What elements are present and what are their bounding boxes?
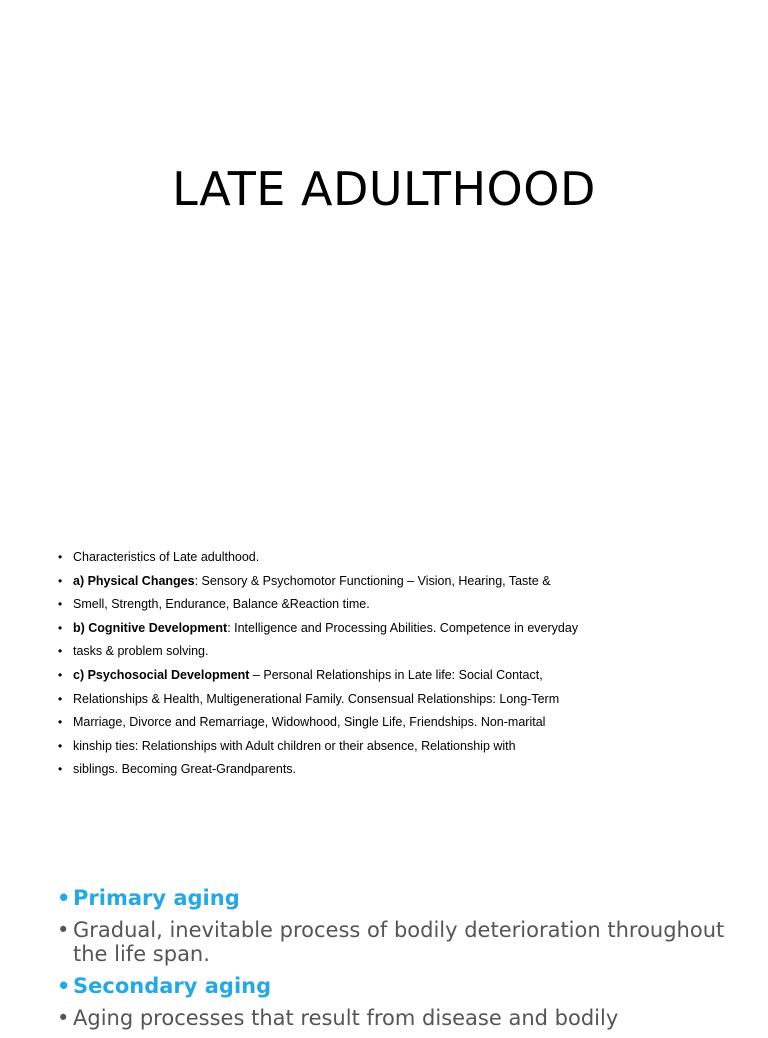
list-item <box>58 735 678 759</box>
primary-aging-heading: • Primary aging <box>57 886 757 910</box>
list-item <box>58 570 678 594</box>
item-text: Marriage, Divorce and Remarriage, Widowhood, Single Life, Friendships. Non-marital <box>73 715 546 730</box>
characteristics-list <box>58 546 678 782</box>
item-bold: c) Psychosocial Development <box>73 667 250 682</box>
aging-list <box>57 886 757 1038</box>
item-text: Relationships & Health, Multigenerational Family. Consensual Relationships: Long-Term <box>73 691 560 706</box>
item-text: : Intelligence and Processing Abilities. Competence in everyday <box>227 620 579 635</box>
item-text: Characteristics of Late adulthood. <box>73 550 260 564</box>
list-item <box>58 546 678 570</box>
list-item <box>58 664 678 688</box>
secondary-aging-text: • Aging processes that result from disease and bodily <box>57 1006 757 1030</box>
list-item <box>58 640 678 664</box>
list-item <box>58 617 678 641</box>
primary-aging-text: • Gradual, inevitable process of bodily deterioration throughout the life span. <box>57 918 757 966</box>
list-item <box>58 711 678 735</box>
list-item <box>58 593 678 617</box>
item-text: – Personal Relationships in Late life: Social Contact, <box>249 667 543 682</box>
list-item <box>58 758 678 782</box>
slide-title: LATE ADULTHOOD <box>172 162 596 216</box>
item-bold: b) Cognitive Development <box>73 620 228 635</box>
item-text: kinship ties: Relationships with Adult children or their absence, Relationship with <box>73 738 516 753</box>
item-text: : Sensory & Psychomotor Functioning – Vision, Hearing, Taste & <box>194 573 551 588</box>
item-text: siblings. Becoming Great-Grandparents. <box>73 762 297 777</box>
item-text: Smell, Strength, Endurance, Balance &Reaction time. <box>73 597 370 612</box>
list-item <box>58 688 678 712</box>
item-bold: a) Physical Changes <box>73 573 195 588</box>
secondary-aging-heading: • Secondary aging <box>57 974 757 998</box>
item-text: tasks & problem solving. <box>73 644 209 659</box>
